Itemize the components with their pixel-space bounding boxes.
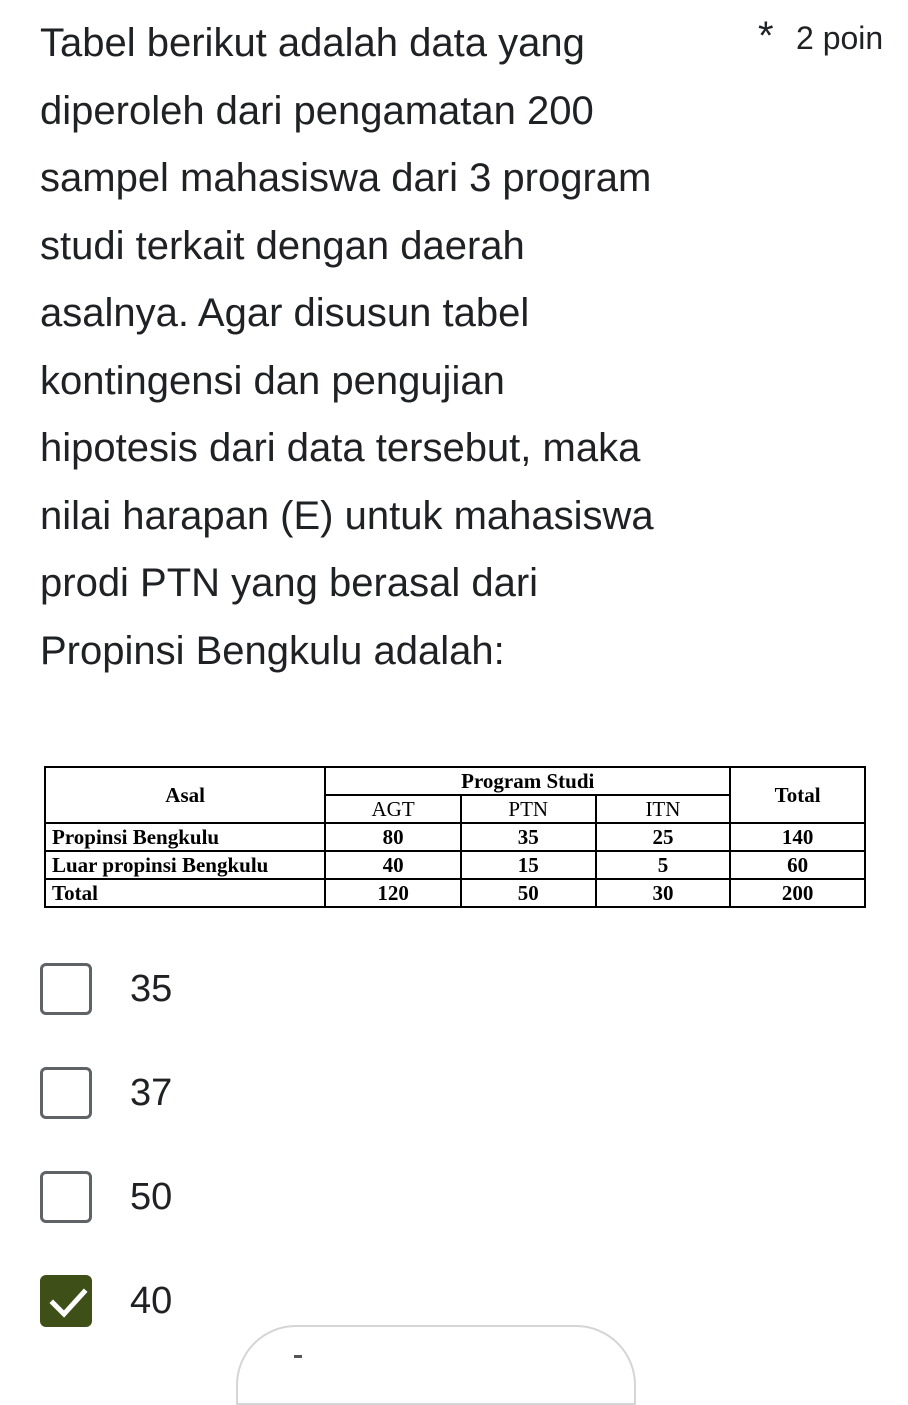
table-header-row (45, 767, 865, 795)
header-total: Total (730, 767, 865, 823)
bottom-floating-panel[interactable] (236, 1325, 636, 1405)
checkbox-checked[interactable] (40, 1275, 92, 1327)
option-label: 37 (130, 1072, 173, 1114)
cell-agt: 80 (325, 823, 461, 851)
contingency-table (44, 766, 866, 908)
cell-agt: 120 (325, 879, 461, 907)
question-line: hipotesis dari data tersebut, maka (40, 426, 641, 470)
checkmark-icon (49, 1286, 89, 1322)
question-line: Tabel berikut adalah data yang (40, 21, 585, 65)
table-row (45, 851, 865, 879)
cell-total: 200 (730, 879, 865, 907)
cell-total: 60 (730, 851, 865, 879)
minus-icon (294, 1355, 302, 1358)
checkbox[interactable] (40, 1171, 92, 1223)
points-label: 2 poin (796, 20, 884, 56)
option-label: 35 (130, 968, 173, 1010)
checkbox[interactable] (40, 963, 92, 1015)
header-itn: ITN (596, 795, 731, 823)
header-ptn: PTN (461, 795, 596, 823)
required-asterisk: * (758, 14, 774, 58)
cell-ptn: 50 (461, 879, 596, 907)
cell-ptn: 15 (461, 851, 596, 879)
header-program-studi: Program Studi (325, 767, 730, 795)
option-label: 50 (130, 1176, 173, 1218)
checkbox[interactable] (40, 1067, 92, 1119)
cell-agt: 40 (325, 851, 461, 879)
table-row (45, 879, 865, 907)
cell-itn: 30 (596, 879, 731, 907)
question-text (40, 10, 760, 685)
header-agt: AGT (325, 795, 461, 823)
row-label: Luar propinsi Bengkulu (45, 851, 325, 879)
question-line: sampel mahasiswa dari 3 program (40, 156, 652, 200)
cell-itn: 5 (596, 851, 731, 879)
question-line: nilai harapan (E) untuk mahasiswa (40, 493, 654, 538)
question-line: kontingensi dan pengujian (40, 358, 505, 403)
question-line: prodi PTN yang berasal dari (40, 561, 539, 605)
cell-ptn: 35 (461, 823, 596, 851)
question-line: Propinsi Bengkulu adalah: (40, 628, 505, 673)
table-row (45, 823, 865, 851)
option-label: 40 (130, 1280, 173, 1322)
row-label: Total (45, 879, 325, 907)
question-line: diperoleh dari pengamatan 200 (40, 88, 594, 133)
header-asal: Asal (45, 767, 325, 823)
cell-itn: 25 (596, 823, 731, 851)
row-label: Propinsi Bengkulu (45, 823, 325, 851)
question-line: asalnya. Agar disusun tabel (40, 291, 530, 335)
cell-total: 140 (730, 823, 865, 851)
question-line: studi terkait dengan daerah (40, 223, 525, 268)
